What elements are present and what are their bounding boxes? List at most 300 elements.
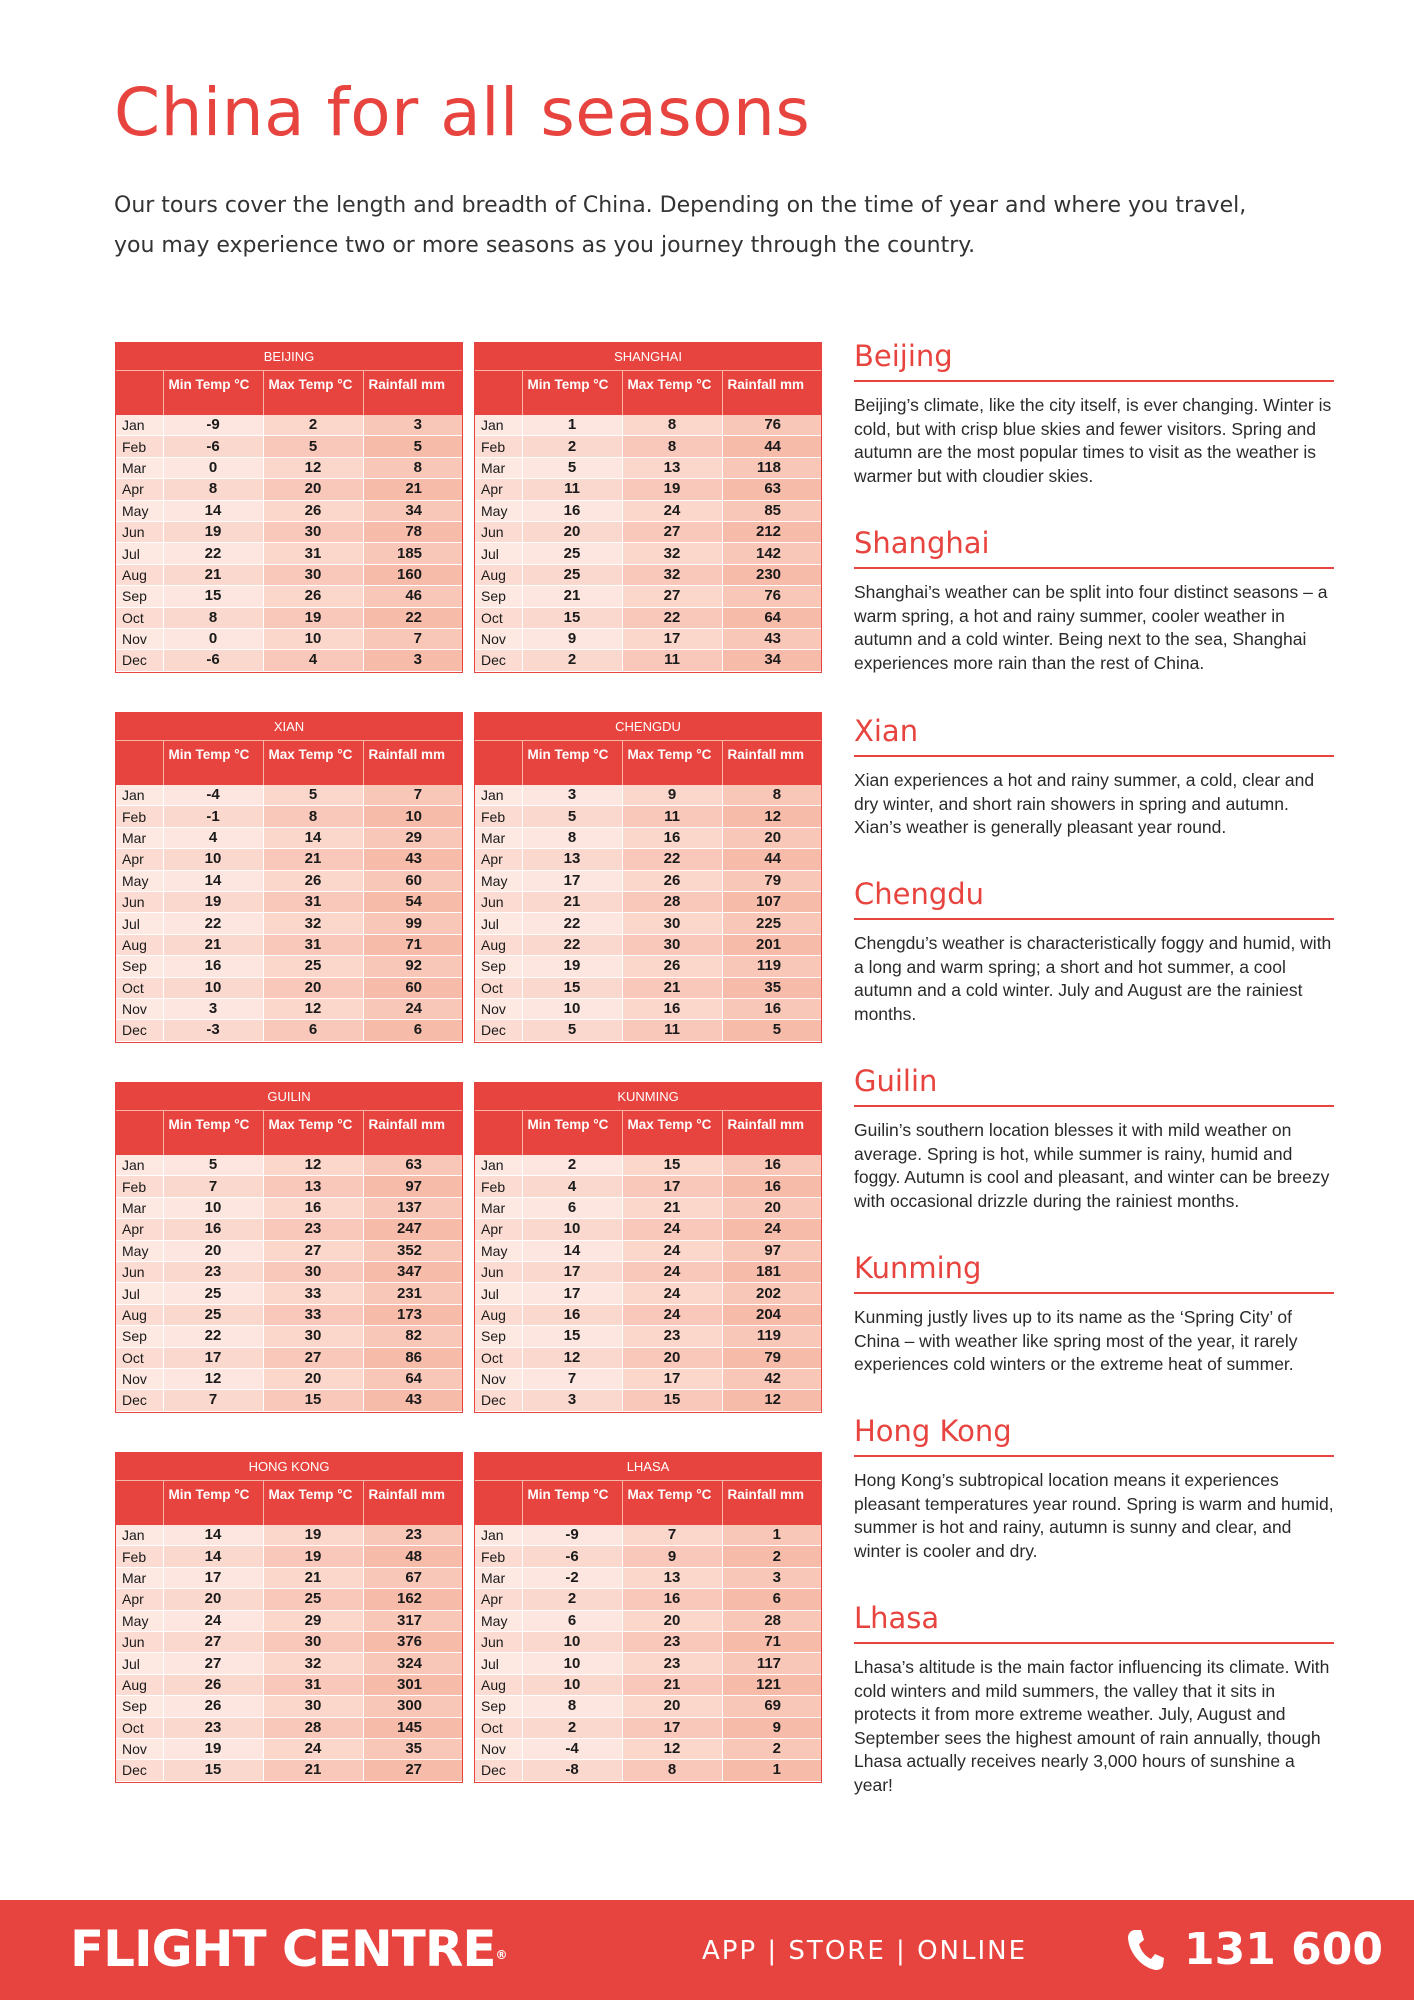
header-max-temp: Max Temp °C xyxy=(622,1111,722,1156)
header-month xyxy=(116,741,163,786)
month-cell: Jan xyxy=(116,415,163,436)
min-temp-cell: -6 xyxy=(163,436,263,457)
table-row xyxy=(116,1304,462,1325)
max-temp-cell: 20 xyxy=(263,479,363,500)
climate-table-beijing xyxy=(115,342,463,673)
rainfall-cell: 201 xyxy=(722,934,821,955)
min-temp-cell: 16 xyxy=(522,500,622,521)
rainfall-cell: 117 xyxy=(722,1653,821,1674)
table-row xyxy=(116,479,462,500)
table-row xyxy=(475,827,821,848)
month-cell: Nov xyxy=(116,628,163,649)
month-cell: Dec xyxy=(475,650,522,671)
table-row xyxy=(475,1219,821,1240)
header-rainfall: Rainfall mm xyxy=(363,371,462,416)
max-temp-cell: 16 xyxy=(622,998,722,1019)
rainfall-cell: 230 xyxy=(722,564,821,585)
table-row xyxy=(116,500,462,521)
table-row xyxy=(116,1240,462,1261)
min-temp-cell: 22 xyxy=(163,913,263,934)
min-temp-cell: 2 xyxy=(522,1717,622,1738)
min-temp-cell: 7 xyxy=(163,1176,263,1197)
table-row xyxy=(116,870,462,891)
table-row xyxy=(116,1390,462,1411)
table-row xyxy=(475,500,821,521)
min-temp-cell: 10 xyxy=(163,849,263,870)
phone-number: 131 600 xyxy=(1184,1924,1384,1975)
min-temp-cell: 4 xyxy=(163,827,263,848)
min-temp-cell: 11 xyxy=(522,479,622,500)
min-temp-cell: 27 xyxy=(163,1653,263,1674)
min-temp-cell: 6 xyxy=(522,1197,622,1218)
month-cell: Jul xyxy=(475,913,522,934)
description-guilin xyxy=(854,1063,1334,1213)
min-temp-cell: 2 xyxy=(522,650,622,671)
table-row xyxy=(116,1020,462,1041)
max-temp-cell: 28 xyxy=(622,891,722,912)
month-cell: May xyxy=(475,500,522,521)
description-beijing xyxy=(854,338,1334,488)
min-temp-cell: 9 xyxy=(522,628,622,649)
city-description: Chengdu’s weather is characteristically foggy and humid, with a long and warm spring; a short and hot summer, a cool autumn and a cold winter. July and August are the rainiest months. xyxy=(854,933,1332,1024)
max-temp-cell: 26 xyxy=(622,956,722,977)
max-temp-cell: 19 xyxy=(263,1546,363,1567)
header-month xyxy=(475,741,522,786)
header-rainfall: Rainfall mm xyxy=(363,741,462,786)
table-row xyxy=(116,607,462,628)
month-cell: Oct xyxy=(475,1347,522,1368)
rainfall-cell: 231 xyxy=(363,1283,462,1304)
table-row xyxy=(116,521,462,542)
month-cell: Jun xyxy=(475,891,522,912)
month-cell: Dec xyxy=(116,1390,163,1411)
table-row xyxy=(116,1760,462,1781)
max-temp-cell: 30 xyxy=(263,1696,363,1717)
min-temp-cell: -2 xyxy=(522,1567,622,1588)
max-temp-cell: 11 xyxy=(622,806,722,827)
table-row xyxy=(116,1546,462,1567)
rainfall-cell: 85 xyxy=(722,500,821,521)
table-row xyxy=(116,1283,462,1304)
max-temp-cell: 12 xyxy=(622,1738,722,1759)
brand-logo[interactable] xyxy=(70,1920,507,1978)
rainfall-cell: 119 xyxy=(722,956,821,977)
table-row xyxy=(116,1347,462,1368)
month-cell: Jan xyxy=(116,785,163,806)
min-temp-cell: 10 xyxy=(522,1674,622,1695)
month-cell: Feb xyxy=(116,1546,163,1567)
month-cell: Dec xyxy=(116,1760,163,1781)
table-row xyxy=(475,1304,821,1325)
rainfall-cell: 1 xyxy=(722,1760,821,1781)
header-min-temp: Min Temp °C xyxy=(522,741,622,786)
rainfall-cell: 35 xyxy=(722,977,821,998)
table-row xyxy=(116,650,462,671)
min-temp-cell: 22 xyxy=(163,1326,263,1347)
rainfall-cell: 2 xyxy=(722,1546,821,1567)
rainfall-cell: 20 xyxy=(722,827,821,848)
month-cell: Mar xyxy=(116,827,163,848)
rainfall-cell: 10 xyxy=(363,806,462,827)
rainfall-cell: 119 xyxy=(722,1326,821,1347)
month-cell: May xyxy=(475,870,522,891)
month-cell: Jul xyxy=(116,543,163,564)
max-temp-cell: 27 xyxy=(622,586,722,607)
max-temp-cell: 29 xyxy=(263,1610,363,1631)
header-month xyxy=(475,1481,522,1526)
month-cell: Dec xyxy=(116,650,163,671)
rainfall-cell: 160 xyxy=(363,564,462,585)
table-row xyxy=(116,1696,462,1717)
month-cell: Feb xyxy=(475,806,522,827)
max-temp-cell: 19 xyxy=(263,607,363,628)
min-temp-cell: 12 xyxy=(522,1347,622,1368)
table-row xyxy=(475,785,821,806)
max-temp-cell: 2 xyxy=(263,415,363,436)
header-rainfall: Rainfall mm xyxy=(363,1481,462,1526)
table-row xyxy=(116,956,462,977)
table-row xyxy=(475,977,821,998)
min-temp-cell: 21 xyxy=(163,934,263,955)
max-temp-cell: 16 xyxy=(263,1197,363,1218)
table-row xyxy=(475,891,821,912)
max-temp-cell: 19 xyxy=(263,1525,363,1546)
month-cell: Feb xyxy=(475,436,522,457)
max-temp-cell: 9 xyxy=(622,1546,722,1567)
min-temp-cell: 4 xyxy=(522,1176,622,1197)
max-temp-cell: 14 xyxy=(263,827,363,848)
month-cell: Dec xyxy=(116,1020,163,1041)
table-city-name: LHASA xyxy=(475,1453,821,1481)
min-temp-cell: 8 xyxy=(163,479,263,500)
month-cell: Jan xyxy=(475,785,522,806)
rainfall-cell: 107 xyxy=(722,891,821,912)
month-cell: Sep xyxy=(475,586,522,607)
max-temp-cell: 20 xyxy=(622,1347,722,1368)
month-cell: Jun xyxy=(116,891,163,912)
min-temp-cell: 14 xyxy=(522,1240,622,1261)
min-temp-cell: 20 xyxy=(522,521,622,542)
table-row xyxy=(475,1020,821,1041)
min-temp-cell: 12 xyxy=(163,1368,263,1389)
min-temp-cell: 0 xyxy=(163,457,263,478)
table-row xyxy=(116,1368,462,1389)
rainfall-cell: 48 xyxy=(363,1546,462,1567)
max-temp-cell: 25 xyxy=(263,956,363,977)
min-temp-cell: 7 xyxy=(522,1368,622,1389)
month-cell: Jun xyxy=(116,521,163,542)
header-month xyxy=(116,371,163,416)
city-description: Kunming justly lives up to its name as the ‘Spring City’ of China – with weather like spring most of the year, it rarely experiences cold winters or the extreme heat of summer. xyxy=(854,1307,1298,1374)
header-min-temp: Min Temp °C xyxy=(163,371,263,416)
table-row xyxy=(475,479,821,500)
max-temp-cell: 12 xyxy=(263,998,363,1019)
min-temp-cell: 15 xyxy=(522,607,622,628)
max-temp-cell: 33 xyxy=(263,1304,363,1325)
max-temp-cell: 23 xyxy=(622,1631,722,1652)
table-row xyxy=(475,1674,821,1695)
month-cell: Oct xyxy=(475,1717,522,1738)
table-row xyxy=(475,806,821,827)
max-temp-cell: 21 xyxy=(622,1674,722,1695)
table-row xyxy=(475,1155,821,1176)
rainfall-cell: 24 xyxy=(722,1219,821,1240)
rainfall-cell: 5 xyxy=(722,1020,821,1041)
month-cell: Nov xyxy=(475,1368,522,1389)
max-temp-cell: 24 xyxy=(263,1738,363,1759)
rainfall-cell: 142 xyxy=(722,543,821,564)
month-cell: Jun xyxy=(116,1631,163,1652)
city-heading: Guilin xyxy=(854,1063,1334,1107)
table-row xyxy=(116,1567,462,1588)
table-row xyxy=(475,1197,821,1218)
month-cell: Dec xyxy=(475,1020,522,1041)
header-max-temp: Max Temp °C xyxy=(263,1111,363,1156)
min-temp-cell: 10 xyxy=(522,998,622,1019)
rainfall-cell: 46 xyxy=(363,586,462,607)
rainfall-cell: 86 xyxy=(363,1347,462,1368)
city-heading: Xian xyxy=(854,713,1334,757)
climate-table-xian xyxy=(115,712,463,1043)
max-temp-cell: 27 xyxy=(263,1347,363,1368)
header-max-temp: Max Temp °C xyxy=(263,1481,363,1526)
table-row xyxy=(475,543,821,564)
rainfall-cell: 60 xyxy=(363,870,462,891)
min-temp-cell: -9 xyxy=(522,1525,622,1546)
city-heading: Chengdu xyxy=(854,876,1334,920)
rainfall-cell: 317 xyxy=(363,1610,462,1631)
max-temp-cell: 30 xyxy=(263,1261,363,1282)
max-temp-cell: 11 xyxy=(622,650,722,671)
month-cell: Mar xyxy=(475,1567,522,1588)
rainfall-cell: 121 xyxy=(722,1674,821,1695)
climate-table-chengdu xyxy=(474,712,822,1043)
rainfall-cell: 71 xyxy=(363,934,462,955)
max-temp-cell: 22 xyxy=(622,607,722,628)
min-temp-cell: 16 xyxy=(522,1304,622,1325)
month-cell: Nov xyxy=(475,998,522,1019)
month-cell: Aug xyxy=(116,934,163,955)
rainfall-cell: 63 xyxy=(722,479,821,500)
rainfall-cell: 3 xyxy=(363,415,462,436)
rainfall-cell: 16 xyxy=(722,1155,821,1176)
month-cell: Jun xyxy=(475,521,522,542)
month-cell: Feb xyxy=(116,1176,163,1197)
city-heading: Hong Kong xyxy=(854,1413,1334,1457)
min-temp-cell: 26 xyxy=(163,1696,263,1717)
description-lhasa xyxy=(854,1600,1334,1797)
table-row xyxy=(475,415,821,436)
rainfall-cell: 29 xyxy=(363,827,462,848)
month-cell: Feb xyxy=(475,1176,522,1197)
max-temp-cell: 32 xyxy=(622,543,722,564)
table-row xyxy=(475,1368,821,1389)
table-row xyxy=(475,1696,821,1717)
month-cell: Jun xyxy=(475,1631,522,1652)
max-temp-cell: 11 xyxy=(622,1020,722,1041)
month-cell: Mar xyxy=(116,457,163,478)
max-temp-cell: 20 xyxy=(263,1368,363,1389)
description-hong-kong xyxy=(854,1413,1334,1563)
table-row xyxy=(116,891,462,912)
max-temp-cell: 32 xyxy=(263,1653,363,1674)
table-city-name: KUNMING xyxy=(475,1083,821,1111)
month-cell: Jul xyxy=(475,1283,522,1304)
min-temp-cell: 23 xyxy=(163,1717,263,1738)
table-row xyxy=(116,457,462,478)
max-temp-cell: 12 xyxy=(263,457,363,478)
min-temp-cell: 10 xyxy=(163,1197,263,1218)
climate-table-shanghai xyxy=(474,342,822,673)
min-temp-cell: -6 xyxy=(522,1546,622,1567)
table-row xyxy=(475,1567,821,1588)
rainfall-cell: 35 xyxy=(363,1738,462,1759)
table-row xyxy=(475,607,821,628)
max-temp-cell: 21 xyxy=(622,1197,722,1218)
rainfall-cell: 44 xyxy=(722,436,821,457)
max-temp-cell: 26 xyxy=(622,870,722,891)
max-temp-cell: 17 xyxy=(622,1176,722,1197)
max-temp-cell: 30 xyxy=(622,934,722,955)
min-temp-cell: 3 xyxy=(522,785,622,806)
header-rainfall: Rainfall mm xyxy=(363,1111,462,1156)
min-temp-cell: -6 xyxy=(163,650,263,671)
max-temp-cell: 5 xyxy=(263,436,363,457)
rainfall-cell: 44 xyxy=(722,849,821,870)
rainfall-cell: 97 xyxy=(722,1240,821,1261)
rainfall-cell: 5 xyxy=(363,436,462,457)
table-city-name: GUILIN xyxy=(116,1083,462,1111)
table-row xyxy=(475,1240,821,1261)
city-heading: Beijing xyxy=(854,338,1334,382)
description-shanghai xyxy=(854,525,1334,675)
max-temp-cell: 26 xyxy=(263,500,363,521)
rainfall-cell: 6 xyxy=(363,1020,462,1041)
max-temp-cell: 28 xyxy=(263,1717,363,1738)
max-temp-cell: 8 xyxy=(263,806,363,827)
max-temp-cell: 30 xyxy=(622,913,722,934)
month-cell: Sep xyxy=(116,1696,163,1717)
table-row xyxy=(116,849,462,870)
min-temp-cell: 10 xyxy=(522,1631,622,1652)
month-cell: Jul xyxy=(475,1653,522,1674)
month-cell: Jun xyxy=(116,1261,163,1282)
header-min-temp: Min Temp °C xyxy=(163,1481,263,1526)
max-temp-cell: 24 xyxy=(622,1219,722,1240)
rainfall-cell: 247 xyxy=(363,1219,462,1240)
max-temp-cell: 6 xyxy=(263,1020,363,1041)
max-temp-cell: 31 xyxy=(263,891,363,912)
city-description: Hong Kong’s subtropical location means it experiences pleasant temperatures year round. Spring is warm and humid, summer is hot and rainy, autumn is sunny and clear, and winter is cooler and dry. xyxy=(854,1470,1334,1561)
month-cell: Sep xyxy=(475,1326,522,1347)
month-cell: Aug xyxy=(116,564,163,585)
header-max-temp: Max Temp °C xyxy=(263,371,363,416)
min-temp-cell: 13 xyxy=(522,849,622,870)
min-temp-cell: 5 xyxy=(522,1020,622,1041)
header-max-temp: Max Temp °C xyxy=(622,1481,722,1526)
month-cell: Apr xyxy=(475,479,522,500)
month-cell: May xyxy=(475,1240,522,1261)
month-cell: Oct xyxy=(475,977,522,998)
header-rainfall: Rainfall mm xyxy=(722,1481,821,1526)
table-city-name: SHANGHAI xyxy=(475,343,821,371)
description-chengdu xyxy=(854,876,1334,1026)
header-month xyxy=(475,371,522,416)
max-temp-cell: 22 xyxy=(622,849,722,870)
table-city-name: HONG KONG xyxy=(116,1453,462,1481)
min-temp-cell: 17 xyxy=(522,870,622,891)
table-row xyxy=(116,1610,462,1631)
rainfall-cell: 352 xyxy=(363,1240,462,1261)
min-temp-cell: 2 xyxy=(522,1155,622,1176)
max-temp-cell: 15 xyxy=(622,1390,722,1411)
rainfall-cell: 137 xyxy=(363,1197,462,1218)
rainfall-cell: 185 xyxy=(363,543,462,564)
month-cell: Mar xyxy=(116,1197,163,1218)
month-cell: Dec xyxy=(475,1390,522,1411)
min-temp-cell: -9 xyxy=(163,415,263,436)
month-cell: Apr xyxy=(475,1589,522,1610)
table-row xyxy=(475,457,821,478)
month-cell: Feb xyxy=(475,1546,522,1567)
month-cell: May xyxy=(116,500,163,521)
table-row xyxy=(475,628,821,649)
max-temp-cell: 8 xyxy=(622,415,722,436)
min-temp-cell: 25 xyxy=(522,543,622,564)
max-temp-cell: 24 xyxy=(622,1240,722,1261)
month-cell: Aug xyxy=(475,1304,522,1325)
rainfall-cell: 27 xyxy=(363,1760,462,1781)
month-cell: Jul xyxy=(116,1283,163,1304)
min-temp-cell: 2 xyxy=(522,436,622,457)
month-cell: Sep xyxy=(116,1326,163,1347)
climate-table-hong-kong xyxy=(115,1452,463,1783)
table-row xyxy=(116,806,462,827)
max-temp-cell: 21 xyxy=(622,977,722,998)
month-cell: Jul xyxy=(116,1653,163,1674)
rainfall-cell: 99 xyxy=(363,913,462,934)
rainfall-cell: 8 xyxy=(363,457,462,478)
month-cell: Oct xyxy=(116,977,163,998)
min-temp-cell: 10 xyxy=(522,1219,622,1240)
table-row xyxy=(475,1610,821,1631)
table-row xyxy=(116,1674,462,1695)
header-rainfall: Rainfall mm xyxy=(722,1111,821,1156)
min-temp-cell: 15 xyxy=(163,1760,263,1781)
city-description: Shanghai’s weather can be split into four distinct seasons – a warm spring, a hot and rainy summer, cooler weather in autumn and a cold winter. Being next to the sea, Shanghai experiences more rain than the rest of China. xyxy=(854,582,1328,673)
min-temp-cell: 16 xyxy=(163,1219,263,1240)
month-cell: May xyxy=(475,1610,522,1631)
min-temp-cell: 25 xyxy=(522,564,622,585)
rainfall-cell: 16 xyxy=(722,1176,821,1197)
table-row xyxy=(116,1155,462,1176)
rainfall-cell: 76 xyxy=(722,586,821,607)
header-min-temp: Min Temp °C xyxy=(163,741,263,786)
table-row xyxy=(475,1525,821,1546)
table-row xyxy=(475,564,821,585)
table-city-name: XIAN xyxy=(116,713,462,741)
max-temp-cell: 23 xyxy=(622,1653,722,1674)
climate-table-lhasa xyxy=(474,1452,822,1783)
table-row xyxy=(116,628,462,649)
rainfall-cell: 202 xyxy=(722,1283,821,1304)
rainfall-cell: 76 xyxy=(722,415,821,436)
min-temp-cell: 22 xyxy=(522,934,622,955)
city-description: Guilin’s southern location blesses it with mild weather on average. Spring is hot, while summer is rainy, humid and foggy. Autumn is cool and pleasant, and winter can be breezy with occasional drizzle during the rainiest months. xyxy=(854,1120,1330,1211)
min-temp-cell: 20 xyxy=(163,1240,263,1261)
min-temp-cell: 10 xyxy=(522,1653,622,1674)
max-temp-cell: 17 xyxy=(622,1717,722,1738)
